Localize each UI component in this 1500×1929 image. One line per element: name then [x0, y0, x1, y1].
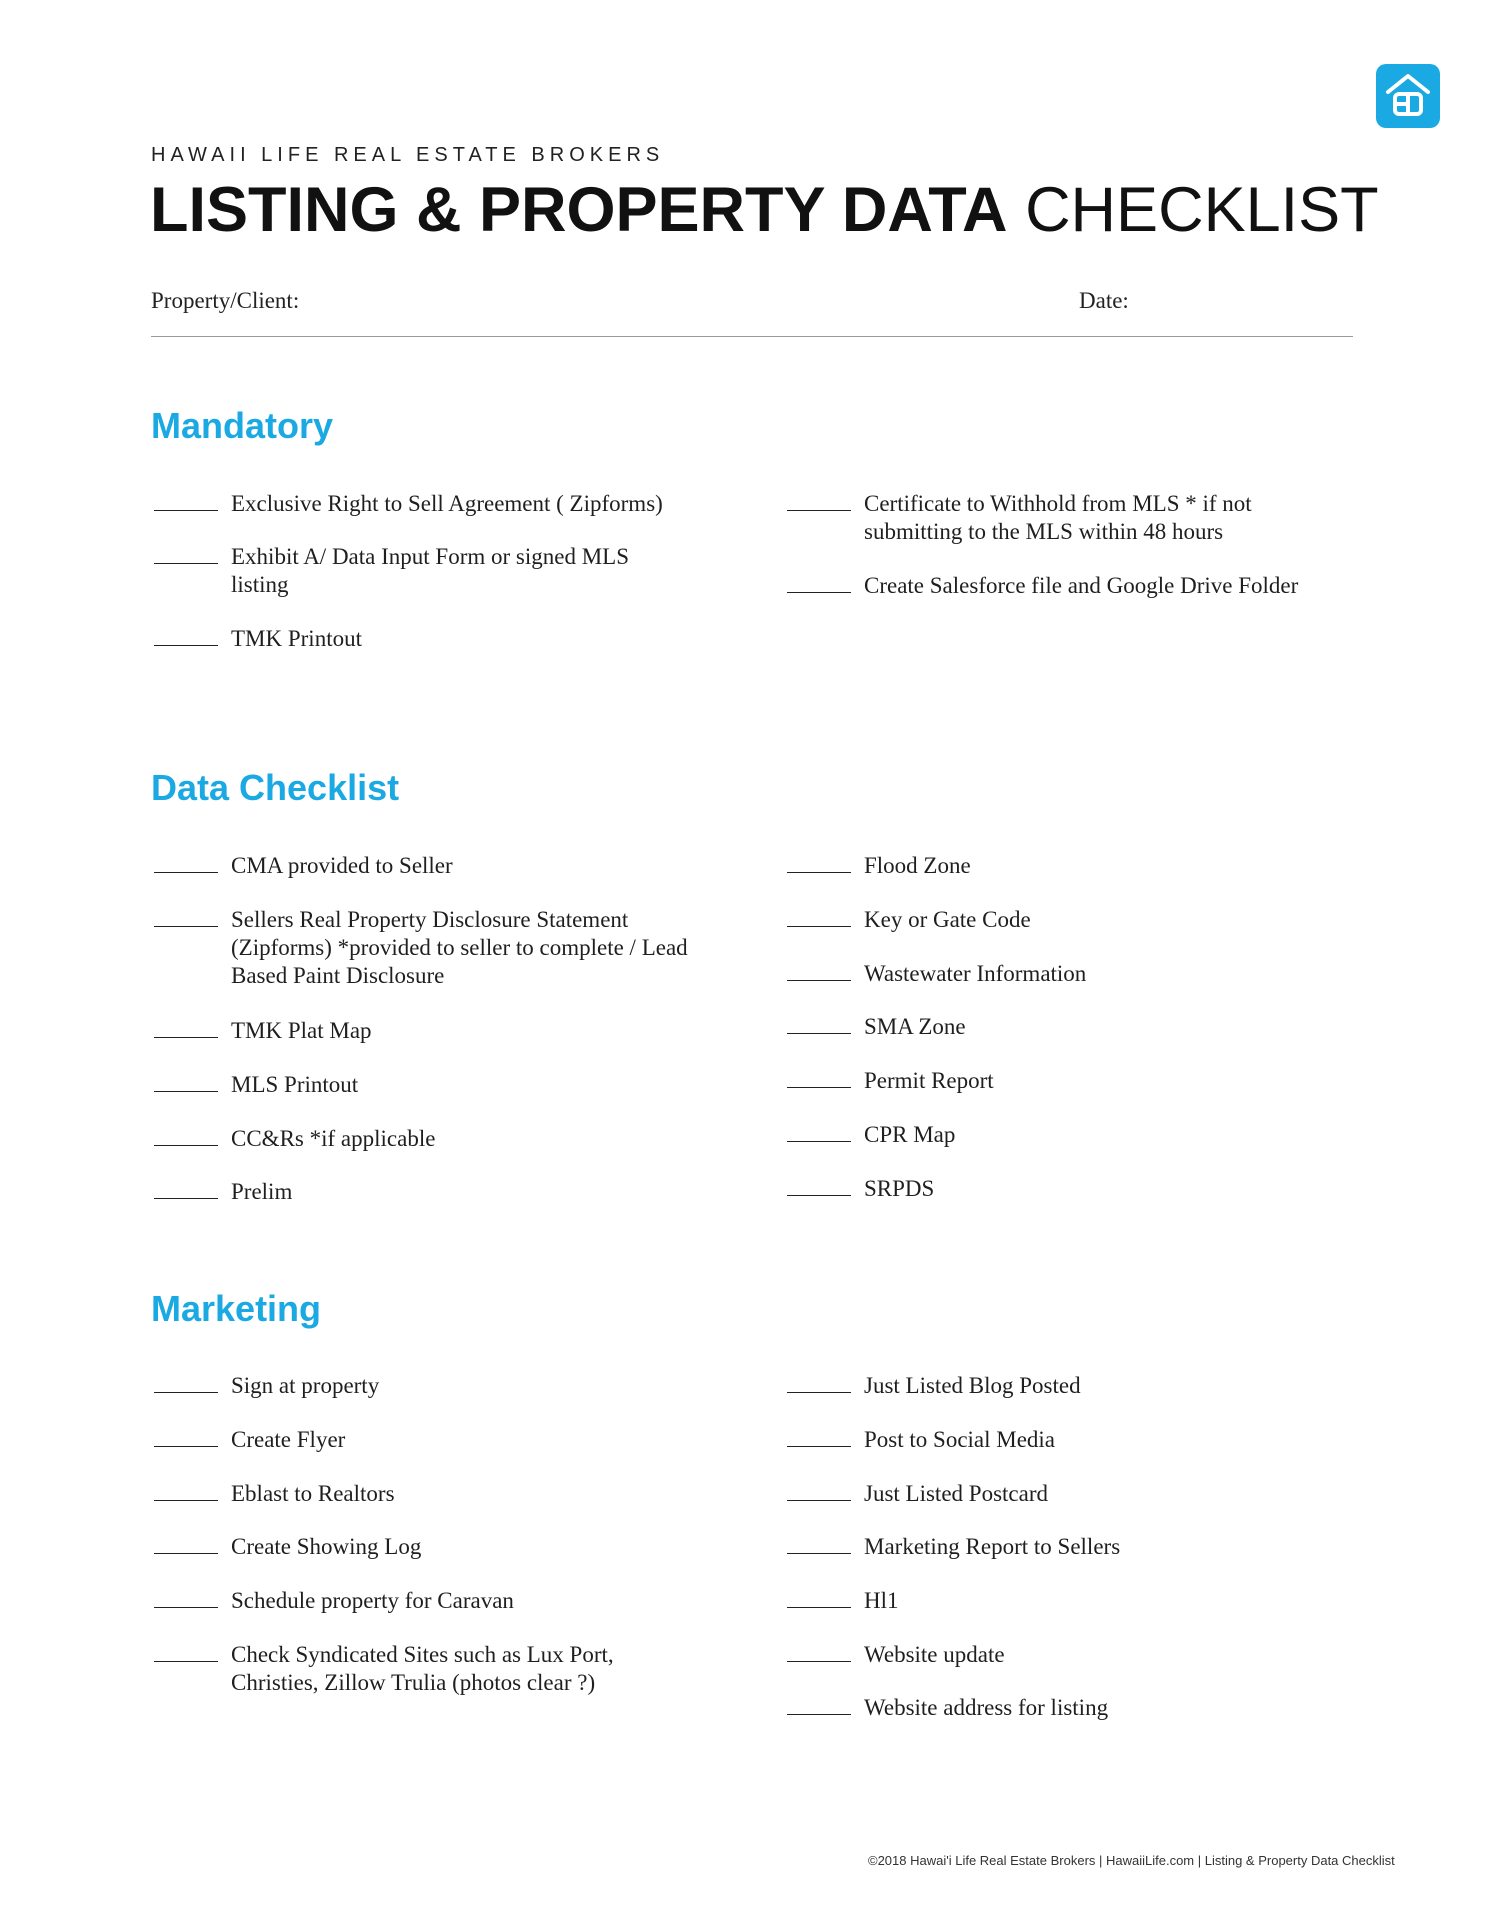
check-blank[interactable]: [787, 960, 851, 981]
checklist-item-label: Sellers Real Property Disclosure Statement (Zipforms) *provided to seller to complete / Lead Based Paint Disclosure: [231, 907, 688, 988]
check-blank[interactable]: [154, 1125, 218, 1146]
checklist-item-label: Permit Report: [864, 1068, 994, 1093]
checklist-item[interactable]: [154, 1480, 711, 1508]
checklist-item-label: Wastewater Information: [864, 961, 1087, 986]
page-title: [150, 172, 1379, 248]
checklist-item[interactable]: [787, 1587, 1344, 1615]
footer-text: ©2018 Hawai'i Life Real Estate Brokers | HawaiiLife.com | Listing & Property Data Checklist: [868, 1853, 1395, 1868]
checklist-item-label: Check Syndicated Sites such as Lux Port, Christies, Zillow Trulia (photos clear ?): [231, 1642, 614, 1695]
checklist-item[interactable]: [787, 1480, 1344, 1508]
check-blank[interactable]: [154, 1017, 218, 1038]
checklist-item[interactable]: [787, 1372, 1344, 1400]
check-blank[interactable]: [154, 1641, 218, 1662]
checklist-item[interactable]: [787, 1067, 1344, 1095]
check-blank[interactable]: [154, 906, 218, 927]
check-blank[interactable]: [787, 1372, 851, 1393]
check-blank[interactable]: [787, 852, 851, 873]
checklist-item-label: Website update: [864, 1642, 1005, 1667]
checklist-item-label: Create Showing Log: [231, 1534, 422, 1559]
checklist-item[interactable]: [154, 1587, 711, 1615]
check-blank[interactable]: [787, 1480, 851, 1501]
check-blank[interactable]: [154, 1533, 218, 1554]
check-blank[interactable]: [787, 1121, 851, 1142]
check-blank[interactable]: [787, 572, 851, 593]
checklist-item[interactable]: [787, 1533, 1344, 1561]
check-blank[interactable]: [787, 1641, 851, 1662]
checklist-item-label: Post to Social Media: [864, 1427, 1056, 1452]
checklist-item[interactable]: [787, 572, 1344, 600]
checklist-item-label: Exclusive Right to Sell Agreement ( Zipforms): [231, 491, 663, 516]
checklist-item-label: Just Listed Postcard: [864, 1481, 1048, 1506]
checklist-item[interactable]: [154, 852, 711, 880]
page-title-light: CHECKLIST: [1025, 175, 1379, 245]
checklist-item[interactable]: [154, 1372, 711, 1400]
checklist-item[interactable]: [154, 1641, 691, 1697]
checklist-item[interactable]: [154, 490, 711, 518]
checklist-item[interactable]: [154, 1178, 711, 1206]
checklist-item-label: CC&Rs *if applicable: [231, 1126, 436, 1151]
check-blank[interactable]: [787, 490, 851, 511]
check-blank[interactable]: [154, 1426, 218, 1447]
header-divider: [151, 336, 1353, 337]
checklist-item-label: Create Salesforce file and Google Drive Folder: [864, 573, 1299, 598]
checklist-item-label: TMK Printout: [231, 626, 362, 651]
checklist-item-label: CMA provided to Seller: [231, 853, 453, 878]
checklist-item[interactable]: [154, 1017, 711, 1045]
check-blank[interactable]: [154, 490, 218, 511]
check-blank[interactable]: [787, 1175, 851, 1196]
check-blank[interactable]: [787, 1587, 851, 1608]
check-blank[interactable]: [154, 625, 218, 646]
page-title-bold: LISTING & PROPERTY DATA: [150, 175, 1008, 245]
checklist-item[interactable]: [787, 1175, 1344, 1203]
checklist-item[interactable]: [787, 490, 1304, 546]
checklist-item-label: Create Flyer: [231, 1427, 346, 1452]
checklist-item[interactable]: [154, 906, 701, 990]
checklist-item[interactable]: [787, 1121, 1344, 1149]
checklist-item[interactable]: [154, 1426, 711, 1454]
check-blank[interactable]: [154, 852, 218, 873]
checklist-item-label: Exhibit A/ Data Input Form or signed MLS listing: [231, 544, 630, 597]
house-logo-icon: [1376, 64, 1440, 128]
date-label: Date:: [1079, 288, 1129, 313]
checklist-item[interactable]: [787, 1641, 1344, 1669]
checklist-item-label: MLS Printout: [231, 1072, 359, 1097]
checklist-item-label: Flood Zone: [864, 853, 971, 878]
checklist-item-label: Marketing Report to Sellers: [864, 1534, 1121, 1559]
property-client-label: Property/Client:: [151, 288, 300, 313]
section-title-mandatory: Mandatory: [151, 405, 334, 446]
checklist-item[interactable]: [154, 625, 711, 653]
checklist-item-label: Just Listed Blog Posted: [864, 1373, 1081, 1398]
checklist-item[interactable]: [787, 852, 1344, 880]
check-blank[interactable]: [154, 1178, 218, 1199]
check-blank[interactable]: [787, 1013, 851, 1034]
checklist-item-label: Eblast to Realtors: [231, 1481, 395, 1506]
section-title-data-checklist: Data Checklist: [151, 767, 400, 808]
checklist-item-label: TMK Plat Map: [231, 1018, 372, 1043]
checklist-item[interactable]: [154, 543, 681, 599]
check-blank[interactable]: [787, 1694, 851, 1715]
checklist-item-label: SRPDS: [864, 1176, 935, 1201]
checklist-item-label: Website address for listing: [864, 1695, 1109, 1720]
check-blank[interactable]: [787, 1067, 851, 1088]
check-blank[interactable]: [154, 543, 218, 564]
checklist-item-label: SMA Zone: [864, 1014, 966, 1039]
section-title-marketing: Marketing: [151, 1288, 322, 1329]
checklist-item[interactable]: [787, 906, 1344, 934]
checklist-item-label: Certificate to Withhold from MLS * if not submitting to the MLS within 48 hours: [864, 491, 1252, 544]
check-blank[interactable]: [154, 1372, 218, 1393]
checklist-item-label: Prelim: [231, 1179, 293, 1204]
check-blank[interactable]: [787, 906, 851, 927]
checklist-item-label: Schedule property for Caravan: [231, 1588, 514, 1613]
check-blank[interactable]: [154, 1071, 218, 1092]
check-blank[interactable]: [787, 1533, 851, 1554]
checklist-item-label: Hl1: [864, 1588, 899, 1613]
check-blank[interactable]: [154, 1587, 218, 1608]
checklist-item[interactable]: [787, 1426, 1344, 1454]
checklist-item[interactable]: [787, 1694, 1344, 1722]
checklist-item[interactable]: [154, 1071, 711, 1099]
check-blank[interactable]: [787, 1426, 851, 1447]
brand-name: HAWAII LIFE REAL ESTATE BROKERS: [151, 144, 665, 166]
checklist-item[interactable]: [154, 1125, 711, 1153]
checklist-item[interactable]: [787, 1013, 1344, 1041]
check-blank[interactable]: [154, 1480, 218, 1501]
checklist-item[interactable]: [154, 1533, 711, 1561]
checklist-item[interactable]: [787, 960, 1344, 988]
checklist-item-label: CPR Map: [864, 1122, 956, 1147]
checklist-item-label: Key or Gate Code: [864, 907, 1031, 932]
checklist-item-label: Sign at property: [231, 1373, 380, 1398]
